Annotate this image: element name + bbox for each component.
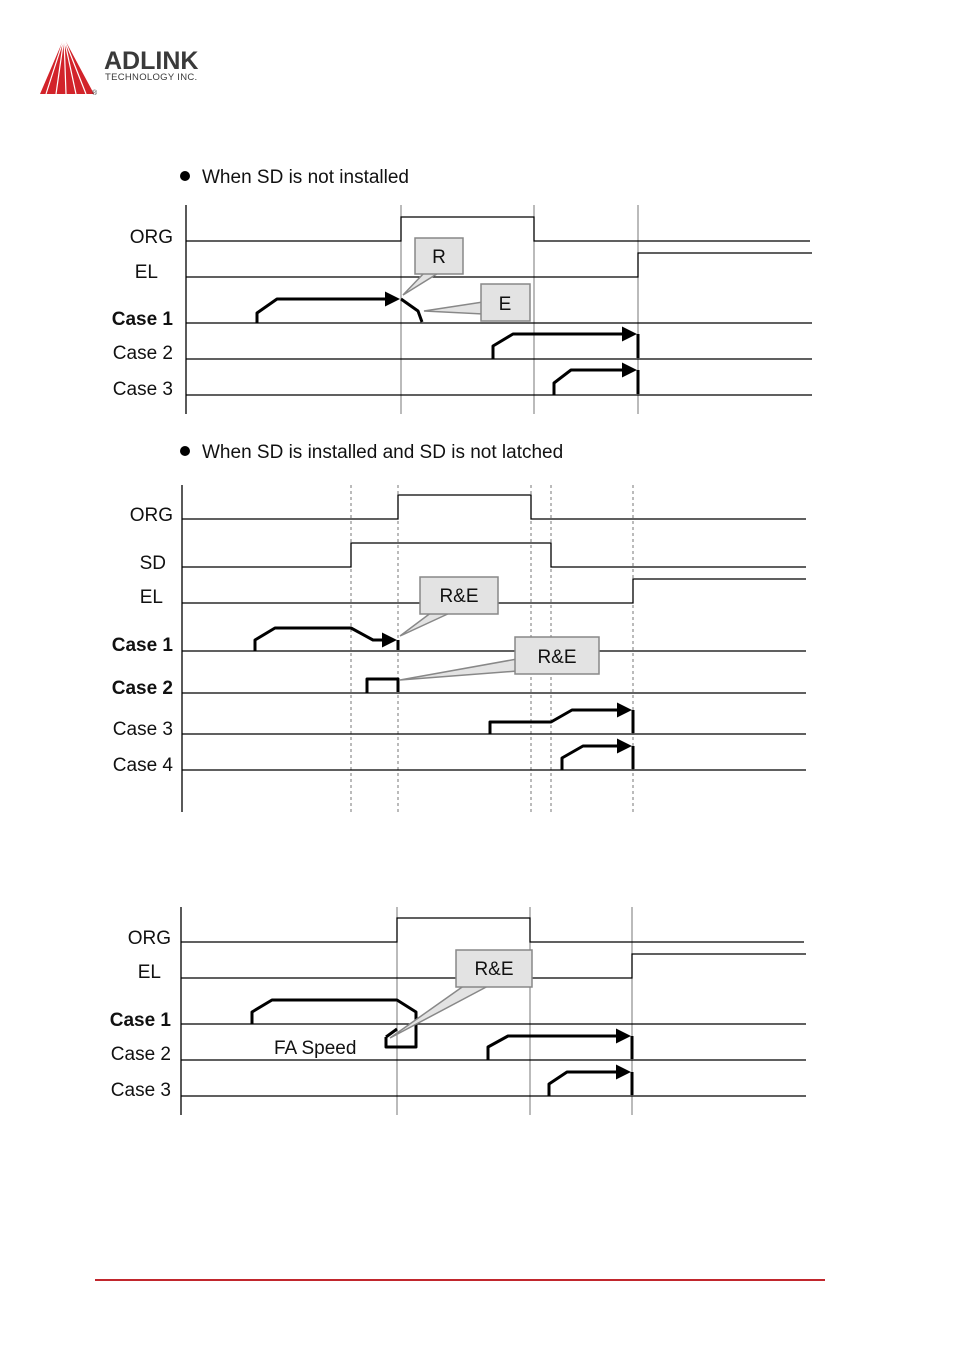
callout-r-text: R — [432, 247, 446, 268]
signal-label-sd: SD — [139, 553, 166, 574]
case-label-3: Case 3 — [112, 719, 173, 740]
case-label-2: Case 2 — [110, 1044, 171, 1065]
brand-tagline: TECHNOLOGY INC. — [105, 72, 198, 83]
diagram-fa-speed — [110, 907, 806, 1115]
callout-pointer — [403, 272, 440, 295]
case3-motion — [549, 1072, 628, 1096]
case-label-2: Case 2 — [112, 343, 173, 364]
callout-re-text: R&E — [474, 959, 514, 980]
registered-mark: ® — [92, 90, 98, 97]
case3-motion — [490, 710, 629, 734]
case-label-3: Case 3 — [110, 1080, 171, 1101]
case1-motion — [257, 299, 397, 323]
case2-motion — [367, 679, 398, 693]
diagram-sd-not-installed — [112, 167, 812, 414]
diagram2-heading: When SD is installed and SD is not latched — [202, 442, 564, 463]
callout-pointer — [390, 985, 490, 1038]
case3-motion — [554, 370, 634, 395]
callout-re-2-text: R&E — [537, 647, 577, 668]
case-label-2: Case 2 — [111, 678, 173, 699]
case2-motion — [488, 1036, 628, 1060]
signal-label-el: EL — [139, 587, 163, 608]
callout-pointer — [400, 659, 517, 680]
case1-decel — [401, 299, 422, 322]
signal-label-org: ORG — [129, 505, 173, 526]
fa-speed-label: FA Speed — [274, 1038, 357, 1059]
case-label-4: Case 4 — [112, 755, 173, 776]
signal-label-org: ORG — [127, 928, 171, 949]
callout-e-text: E — [498, 294, 512, 315]
bullet-icon — [180, 171, 190, 181]
signal-label-org: ORG — [129, 227, 173, 248]
el-signal — [186, 253, 812, 277]
signal-label-el: EL — [137, 962, 161, 983]
callout-pointer — [400, 612, 452, 636]
case4-motion — [562, 746, 629, 770]
bullet-icon — [180, 446, 190, 456]
sd-signal — [182, 543, 806, 567]
org-signal — [182, 495, 806, 519]
diagram1-heading: When SD is not installed — [202, 167, 409, 188]
case-label-1: Case 1 — [111, 309, 173, 330]
diagram-sd-installed — [112, 442, 806, 815]
case1-motion — [255, 628, 394, 651]
footer-rule — [95, 1279, 825, 1281]
case-label-1: Case 1 — [109, 1010, 171, 1031]
case2-motion — [493, 334, 634, 359]
case-label-1: Case 1 — [111, 635, 173, 656]
org-signal — [181, 918, 804, 942]
callout-re-1-text: R&E — [439, 586, 479, 607]
org-signal — [186, 217, 810, 241]
signal-label-el: EL — [134, 262, 158, 283]
brand-name: ADLINK — [104, 47, 199, 75]
callout-pointer — [424, 302, 483, 314]
case-label-3: Case 3 — [112, 379, 173, 400]
